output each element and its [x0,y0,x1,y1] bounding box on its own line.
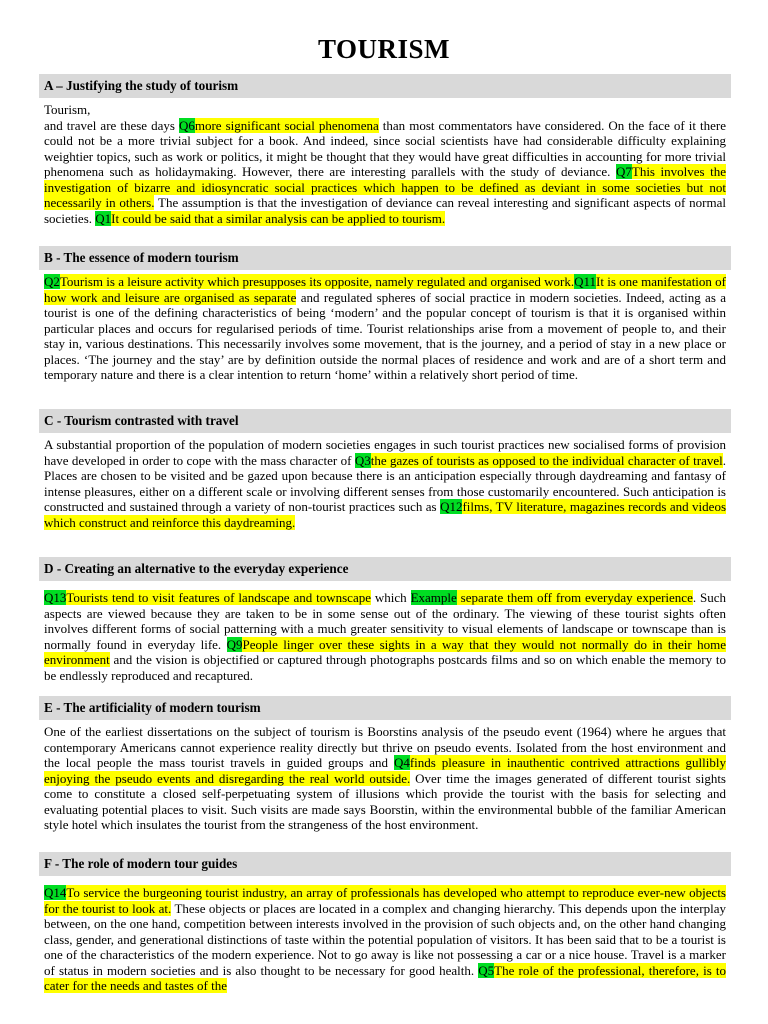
highlighted-text: separate them off from everyday experience [456,590,693,605]
question-tag: Q4 [393,755,410,770]
question-tag: Example [410,590,457,605]
highlighted-text: It is one manifestation of how work and leisure are organised as separate [44,274,727,305]
text-run: than most commentators have considered. On the face of it there could not be a more trivial subject for a book. And indeed, since social scientists have had considerable difficulty explaining weightier topics, such as work or politics, it might be thought that they would have great difficulties in accounting for more trivial phenomena such as holidaymaking. However, there are interesting parallels with the study of deviance. [44,117,726,179]
section-c [39,409,731,530]
question-tag: Q13 [44,590,67,605]
highlighted-text: To service the burgeoning tourist industry, an array of professionals has developed who attempt to reproduce ever-new objects for the tourist to look at. [44,885,726,916]
section-body [39,102,731,226]
text-run: A substantial proportion of the population of modern societies engages in such tourist practices new socialised forms of provision have developed in order to cope with the mass character of [44,437,726,468]
question-tag: Q9 [226,636,243,652]
highlighted-text: This involves the investigation of bizarre and idiosyncratic social practices which happen to be defined as deviant in some societies but not necessarily in others. [44,164,727,210]
section-body [39,437,731,530]
section-f [39,852,731,994]
section-d [39,557,731,683]
highlighted-text: It could be said that a similar analysis can be applied to tourism. [111,210,446,226]
question-tag: Q6 [178,117,195,133]
question-tag: Q11 [574,274,596,289]
text-run: and the vision is objectified or captured through photographs postcards films and so on which enable the memory to be endlessly reproduced and recaptured. [44,652,726,683]
question-tag: Q3 [354,452,371,468]
text-run: One of the earliest dissertations on the subject of tourism is Boorstins analysis of the pseudo event (1964) where he argues that contemporary Americans cannot experience reality directly but thrive on pseudo events. Isolated from the host environment and the local people the mass tourist travels in guided groups and [44,724,726,770]
highlighted-text: People linger over these sights in a way that they would not normally do in their home environment [44,636,727,667]
section-body [39,590,731,683]
highlighted-text: more significant social phenomena [194,117,379,133]
text-run: and travel are these days [44,117,179,133]
text-run: Tourism, [44,102,91,117]
highlighted-text: the gazes of tourists as opposed to the individual character of travel [370,452,723,468]
section-body [39,724,731,833]
highlighted-text: finds pleasure in inauthentic contrived attractions gullibly enjoying the pseudo events and disregarding the real world outside. [44,755,726,786]
question-tag: Q12 [440,499,463,514]
text-run: and regulated spheres of social practice in modern societies. Indeed, acting as a tourist is one of the defining characteristics of being ‘modern’ and the popular concept of tourism is that it is organised within particular places and occurs for regularised periods of time. Tourist relationships arise from a movement of people to, and their stay in, various destinations. This necessarily involves some movement, that is the journey, and a period of stay in a new place or places. ‘The journey and the stay’ are by definition outside the normal places of residence and work and are of a short term and temporary nature and there is a clear intention to return ‘home’ within a relatively short period of time. [44,289,726,382]
section-heading: C - Tourism contrasted with travel [39,409,731,433]
question-tag: Q5 [478,962,495,978]
text-run: These objects or places are located in a complex and changing hierarchy. This depends upon the interplay between, on the one hand, competition between interests involved in the provision of such objects and, on the other hand changing class, gender, and generational distinctions of taste within the potential population of visitors. It has been said that to be a tourist is one of the characteristics of the modern experience. Not to go away is like not possessing a car or a nice house. Travel is a marker of status in modern societies and is also thought to be necessary for good health. [44,900,726,978]
question-tag: Q7 [615,164,632,179]
section-body [39,885,731,994]
highlighted-text: The role of the professional, therefore, is to cater for the needs and tastes of the [44,962,726,993]
question-tag: Q2 [44,274,60,289]
text-run: Over time the images generated of different tourist sights come to constitute a closed self-perpetuating system of illusions which provide the tourist with the basis for selecting and evaluating potential places to visit. Such visits are made says Boorstin, within the environmental bubble of the familiar American style hotel which insulates the tourist from the strangeness of the host environment. [44,770,726,832]
section-heading: A – Justifying the study of tourism [39,74,731,98]
highlighted-text: films, TV literature, magazines records and videos which construct and reinforce this daydreaming. [44,499,727,530]
question-tag: Q14 [44,885,67,900]
question-tag: Q1 [95,210,112,226]
section-e [39,696,731,833]
page-title: TOURISM [317,34,451,64]
section-body [39,274,731,383]
section-heading: F - The role of modern tour guides [39,852,731,876]
highlighted-text: Tourists tend to visit features of landscape and townscape [66,590,371,605]
section-b [39,246,731,383]
section-heading: D - Creating an alternative to the everyday experience [39,557,731,581]
highlighted-text: Tourism is a leisure activity which presupposes its opposite, namely regulated and organised work. [59,274,575,289]
text-run: The assumption is that the investigation of deviance can reveal interesting and significant aspects of normal societies. [44,195,726,226]
text-run: . Places are chosen to be visited and be gazed upon because there is an anticipation especially through daydreaming and fantasy of intense pleasures, either on a different scale or involving different senses from those customarily encountered. Such anticipation is constructed and sustained through a variety of non-tourist practices such as [44,452,726,514]
section-heading: E - The artificiality of modern tourism [39,696,731,720]
section-heading: B - The essence of modern tourism [39,246,731,270]
section-a [39,74,731,226]
text-run: which [371,590,411,605]
text-run: . Such aspects are viewed because they are taken to be in some sense out of the ordinary. The viewing of these tourist sights often involves different forms of social patterning with a much greater sensitivity to visual elements of landscape or townscape than is normally found in everyday life. [44,590,727,652]
